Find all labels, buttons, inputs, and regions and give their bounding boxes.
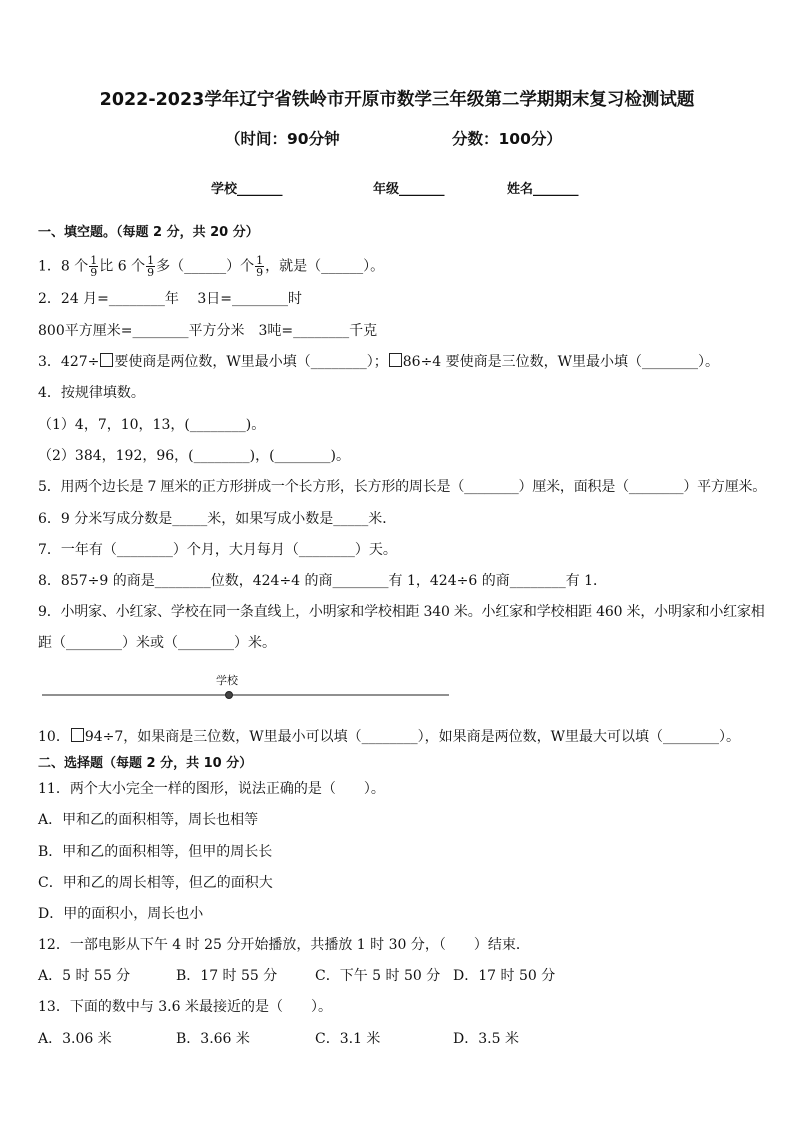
question-12: 12．一部电影从下午 4 时 25 分开始播放，共播放 1 时 30 分，（ ）结束． [38, 937, 530, 953]
question-4-1: （1）4，7，10，13，(________)。 [38, 417, 266, 433]
q1-part-c: 多（______）个 [156, 258, 255, 275]
section-2-heading: 二、选择题（每题 2 分，共 10 分） [38, 756, 253, 771]
q11-option-a: A．甲和乙的面积相等，周长也相等 [38, 812, 259, 828]
blank-box [71, 728, 84, 742]
blank-box [100, 353, 113, 367]
name-field: 姓名_______ [507, 182, 579, 197]
exam-score: 分数：100分） [452, 130, 562, 148]
grade-field: 年级_______ [373, 182, 445, 197]
q3-part-a: 3．427÷ [38, 354, 100, 370]
q1-part-a: 1．8 个 [38, 258, 89, 275]
question-9-line-2: 距（________）米或（________）米。 [38, 635, 276, 651]
q12-option-b: B．17 时 55 分 [176, 968, 278, 984]
question-10 [38, 728, 740, 746]
school-point [226, 692, 233, 699]
question-5: 5．用两个边长是 7 厘米的正方形拼成一个长方形，长方形的周长是（________）厘米，面积是（________）平方厘米。 [38, 479, 767, 495]
fraction-one-ninth: $\frac{1}{9}$ [90, 254, 98, 279]
question-11: 11．两个大小完全一样的图形，说法正确的是（ ）。 [38, 781, 385, 797]
q10-part-a: 10． [38, 729, 70, 745]
blank-box [389, 353, 402, 367]
question-9-line-1: 9．小明家、小红家、学校在同一条直线上，小明家和学校相距 340 米。小红家和学校相距 460 米，小明家和小红家相 [38, 604, 765, 620]
q11-option-c: C．甲和乙的周长相等，但乙的面积大 [38, 875, 273, 891]
question-6: 6．9 分米写成分数是_____米，如果写成小数是_____米． [38, 511, 397, 527]
number-line [42, 675, 452, 703]
q3-part-c: 86÷4 要使商是三位数，W里最小填（________）。 [402, 354, 720, 370]
school-line-figure [42, 675, 452, 703]
question-2-line-2: 800平方厘米=________平方分米 3吨=________千克 [38, 323, 378, 339]
fraction-one-ninth: $\frac{1}{9}$ [147, 254, 155, 279]
q13-option-a: A．3.06 米 [38, 1031, 112, 1047]
question-13: 13．下面的数中与 3.6 米最接近的是（ ）。 [38, 999, 332, 1015]
q13-option-d: D．3.5 米 [453, 1031, 519, 1047]
q1-part-d: ，就是（______）。 [265, 258, 385, 275]
q13-option-c: C．3.1 米 [315, 1031, 381, 1047]
question-8: 8．857÷9 的商是________位数，424÷4 的商________有 1，424÷6 的商________有 1． [38, 573, 608, 589]
question-3 [38, 353, 719, 371]
q11-option-d: D．甲的面积小，周长也小 [38, 906, 204, 922]
page-title: 2022-2023学年辽宁省铁岭市开原市数学三年级第二学期期末复习检测试题 [99, 90, 695, 110]
q12-option-d: D．17 时 50 分 [453, 968, 556, 984]
school-label: 学校 [216, 674, 238, 687]
q1-part-b: 比 6 个 [99, 258, 146, 275]
fraction-one-ninth: $\frac{1}{9}$ [256, 254, 264, 279]
q11-option-b: B．甲和乙的面积相等，但甲的周长长 [38, 844, 273, 860]
school-field: 学校_______ [211, 182, 283, 197]
question-1 [38, 255, 384, 278]
q12-option-a: A．5 时 55 分 [38, 968, 131, 984]
question-2-line-1: 2．24 月=________年 3日=________时 [38, 291, 302, 307]
section-1-heading: 一、填空题。（每题 2 分，共 20 分） [38, 225, 259, 240]
exam-time: （时间：90分钟 [225, 130, 340, 148]
question-7: 7．一年有（________）个月，大月每月（________）天。 [38, 542, 397, 558]
q13-option-b: B．3.66 米 [176, 1031, 250, 1047]
q12-option-c: C．下午 5 时 50 分 [315, 968, 441, 984]
question-4-2: （2）384，192，96，(________)，(________)。 [38, 448, 351, 464]
q10-part-b: 94÷7，如果商是三位数，W里最小可以填（________），如果商是两位数，W里最大可以填（________）。 [84, 729, 741, 745]
question-4: 4．按规律填数。 [38, 385, 145, 401]
q3-part-b: 要使商是两位数，W里最小填（________）； [114, 354, 388, 370]
